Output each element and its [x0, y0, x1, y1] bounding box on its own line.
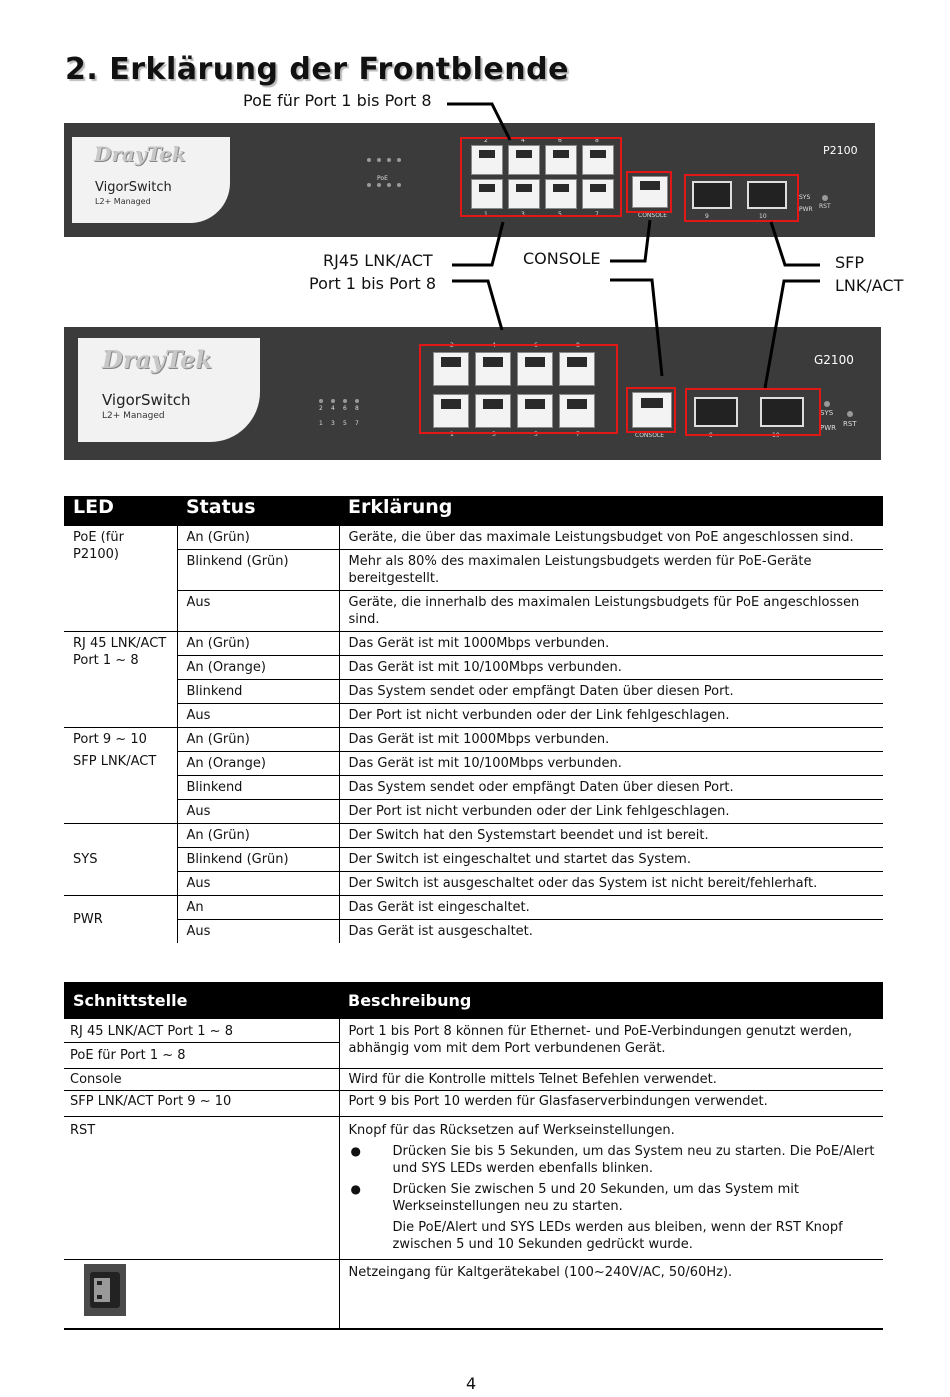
table-row — [64, 1091, 883, 1117]
console-label: CONSOLE — [635, 432, 665, 439]
callout-poe: PoE für Port 1 bis Port 8 — [243, 91, 432, 110]
leader-line-poe — [447, 104, 510, 140]
rst-bullet — [349, 1181, 878, 1215]
table-row — [64, 550, 883, 591]
led-number-top: 6 — [343, 405, 347, 412]
table-row — [64, 680, 883, 704]
console-label: CONSOLE — [638, 212, 668, 219]
led-status: Aus — [177, 872, 339, 896]
port-number-bottom: 3 — [492, 431, 496, 438]
led-number-bottom: 7 — [355, 420, 359, 427]
pwr-led-label: PWR — [820, 424, 837, 432]
led-status: An — [177, 896, 339, 920]
port-number-top: 4 — [521, 137, 525, 144]
led-status: An (Orange) — [177, 656, 339, 680]
led-status: Blinkend — [177, 776, 339, 800]
callout-console: CONSOLE — [523, 249, 601, 268]
leader-line-console-bottom — [610, 280, 662, 376]
product-name: VigorSwitch — [95, 180, 172, 195]
callout-sfp-line1: SFP — [835, 253, 865, 272]
led-description: Das Gerät ist mit 1000Mbps verbunden. — [339, 728, 883, 752]
interface-rj45-poe-desc: Port 1 bis Port 8 können für Ethernet- und PoE-Verbindungen genutzt werden, abhängig vom mit dem Port verbundenen Gerät. — [339, 1019, 883, 1069]
table-row — [64, 896, 883, 920]
led-status: Aus — [177, 591, 339, 632]
leader-line-rj45-bottom — [452, 281, 502, 330]
table-row — [64, 632, 883, 656]
table-row — [64, 1260, 883, 1330]
callout-rj45-line2: Port 1 bis Port 8 — [309, 274, 437, 293]
led-name: PoE (für P2100) — [73, 530, 124, 562]
interface-table — [64, 982, 883, 1330]
table-row — [64, 728, 883, 752]
led-number-top: 8 — [355, 405, 359, 412]
power-input-desc: Netzeingang für Kaltgerätekabel (100~240V/AC, 50/60Hz). — [339, 1260, 883, 1330]
interface-rst: RST — [64, 1117, 339, 1260]
draytek-logo: DrayTek — [94, 142, 186, 166]
header-led: LED — [64, 496, 177, 526]
led-status: An (Grün) — [177, 526, 339, 550]
led-name: PWR — [64, 896, 177, 944]
table-row — [64, 1117, 883, 1260]
led-description: Das Gerät ist ausgeschaltet. — [339, 920, 883, 944]
table-row — [64, 776, 883, 800]
led-description: Geräte, die innerhalb des maximalen Leistungsbudgets für PoE angeschlossen sind. — [339, 591, 883, 632]
led-number-bottom: 5 — [343, 420, 347, 427]
led-name-line2: SFP LNK/ACT — [73, 754, 157, 769]
table-row — [64, 1019, 883, 1043]
led-status: Aus — [177, 704, 339, 728]
header-status: Status — [177, 496, 339, 526]
table-header-row — [64, 982, 883, 1019]
header-description: Beschreibung — [339, 982, 883, 1019]
led-description: Das System sendet oder empfängt Daten über diesen Port. — [339, 776, 883, 800]
product-subtitle: L2+ Managed — [95, 197, 151, 206]
table-row — [64, 920, 883, 944]
led-status: Blinkend (Grün) — [177, 550, 339, 591]
port-number-bottom: 7 — [595, 211, 599, 218]
rst-bullet — [349, 1143, 878, 1177]
led-description: Der Port ist nicht verbunden oder der Link fehlgeschlagen. — [339, 800, 883, 824]
led-name — [64, 728, 177, 824]
port-number-top: 8 — [576, 342, 580, 349]
interface-rj45: RJ 45 LNK/ACT Port 1 ~ 8 — [70, 1024, 233, 1039]
sfp-number: 10 — [772, 432, 780, 439]
table-row — [64, 591, 883, 632]
leader-line-console-top — [610, 220, 650, 261]
table-row — [64, 800, 883, 824]
pwr-led-label: PWR — [799, 206, 813, 213]
led-poe-label: PoE — [377, 175, 388, 182]
led-description: Das System sendet oder empfängt Daten über diesen Port. — [339, 680, 883, 704]
callout-sfp-line2: LNK/ACT — [835, 276, 904, 295]
table-row — [64, 656, 883, 680]
led-status: Aus — [177, 920, 339, 944]
leader-line-sfp-bottom — [765, 281, 820, 388]
rst-bullet-text: Drücken Sie zwischen 5 und 20 Sekunden, um das System mit Werkseinstellungen neu zu starten. — [392, 1182, 799, 1214]
header-interface: Schnittstelle — [64, 982, 339, 1019]
port-number-top: 6 — [534, 342, 538, 349]
bullet-icon — [349, 1181, 393, 1215]
model-label: P2100 — [823, 144, 858, 157]
port-number-bottom: 1 — [450, 431, 454, 438]
page-title: 2. Erklärung der Frontblende — [65, 52, 569, 87]
bullet-icon — [349, 1143, 393, 1177]
interface-sfp-desc: Port 9 bis Port 10 werden für Glasfaserverbindungen verwendet. — [339, 1091, 883, 1117]
rst-label: RST — [819, 203, 831, 210]
product-name: VigorSwitch — [102, 391, 191, 409]
led-description: Der Port ist nicht verbunden oder der Link fehlgeschlagen. — [339, 704, 883, 728]
product-subtitle: L2+ Managed — [102, 411, 165, 421]
interface-poe: PoE für Port 1 ~ 8 — [64, 1043, 339, 1069]
sfp-number: 10 — [759, 213, 767, 220]
leader-line-sfp-top — [771, 222, 820, 265]
table-row — [64, 824, 883, 848]
port-number-bottom: 5 — [558, 211, 562, 218]
table-row — [64, 1069, 883, 1091]
rst-note: Die PoE/Alert und SYS LEDs werden aus bleiben, wenn der RST Knopf zwischen 5 und 10 Sekunden gedrückt wurde. — [392, 1220, 843, 1252]
led-name: RJ 45 LNK/ACT Port 1 ~ 8 — [64, 632, 177, 728]
led-status: Blinkend (Grün) — [177, 848, 339, 872]
led-description: Das Gerät ist mit 1000Mbps verbunden. — [339, 632, 883, 656]
page-number: 4 — [466, 1374, 477, 1393]
interface-console-desc: Wird für die Kontrolle mittels Telnet Befehlen verwendet. — [339, 1069, 883, 1091]
leader-line-rj45-top — [452, 222, 503, 265]
led-status: Blinkend — [177, 680, 339, 704]
led-number-top: 2 — [319, 405, 323, 412]
port-number-top: 2 — [484, 137, 488, 144]
power-socket-icon — [84, 1264, 126, 1316]
port-number-bottom: 5 — [534, 431, 538, 438]
led-description: Geräte, die über das maximale Leistungsbudget von PoE angeschlossen sind. — [339, 526, 883, 550]
table-header-row — [64, 496, 883, 526]
port-number-top: 4 — [492, 342, 496, 349]
interface-console: Console — [64, 1069, 339, 1091]
rst-description: Knopf für das Rücksetzen auf Werkseinstellungen. — [348, 1123, 675, 1138]
model-label: G2100 — [814, 353, 854, 367]
port-number-bottom: 3 — [521, 211, 525, 218]
led-status-table — [64, 496, 883, 943]
led-status: An (Orange) — [177, 752, 339, 776]
led-description: Der Switch hat den Systemstart beendet und ist bereit. — [339, 824, 883, 848]
interface-rst-desc-cell — [339, 1117, 883, 1260]
port-number-top: 6 — [558, 137, 562, 144]
led-status: An (Grün) — [177, 632, 339, 656]
led-number-top: 4 — [331, 405, 335, 412]
led-status: Aus — [177, 800, 339, 824]
table-row — [64, 526, 883, 550]
led-status: An (Grün) — [177, 824, 339, 848]
led-description: Das Gerät ist eingeschaltet. — [339, 896, 883, 920]
led-number-bottom: 3 — [331, 420, 335, 427]
sfp-number: 9 — [705, 213, 709, 220]
led-name: SYS — [64, 824, 177, 896]
led-description: Der Switch ist eingeschaltet und startet das System. — [339, 848, 883, 872]
draytek-logo: DrayTek — [102, 345, 212, 374]
sfp-number: 9 — [709, 432, 713, 439]
header-explanation: Erklärung — [339, 496, 883, 526]
sys-led-label: SYS — [820, 409, 834, 417]
led-number-bottom: 1 — [319, 420, 323, 427]
power-input-cell — [64, 1260, 339, 1330]
rst-bullet-text: Drücken Sie bis 5 Sekunden, um das System neu zu starten. Die PoE/Alert und SYS LEDs werden ebenfalls blinken. — [392, 1144, 875, 1176]
table-row — [64, 704, 883, 728]
table-row — [64, 872, 883, 896]
port-number-bottom: 7 — [576, 431, 580, 438]
table-row — [64, 848, 883, 872]
rst-label: RST — [843, 420, 857, 428]
led-description: Das Gerät ist mit 10/100Mbps verbunden. — [339, 752, 883, 776]
port-number-bottom: 1 — [484, 211, 488, 218]
led-status: An (Grün) — [177, 728, 339, 752]
callout-leader-lines — [0, 0, 950, 520]
led-description: Das Gerät ist mit 10/100Mbps verbunden. — [339, 656, 883, 680]
table-row — [64, 752, 883, 776]
sys-led-label: SYS — [799, 194, 811, 201]
port-number-top: 8 — [595, 137, 599, 144]
callout-rj45-line1: RJ45 LNK/ACT — [323, 251, 433, 270]
interface-sfp: SFP LNK/ACT Port 9 ~ 10 — [64, 1091, 339, 1117]
led-description: Der Switch ist ausgeschaltet oder das System ist nicht bereit/fehlerhaft. — [339, 872, 883, 896]
led-name-line1: Port 9 ~ 10 — [73, 732, 147, 747]
led-description: Mehr als 80% des maximalen Leistungsbudgets werden für PoE-Geräte bereitgestellt. — [339, 550, 883, 591]
port-number-top: 2 — [450, 342, 454, 349]
